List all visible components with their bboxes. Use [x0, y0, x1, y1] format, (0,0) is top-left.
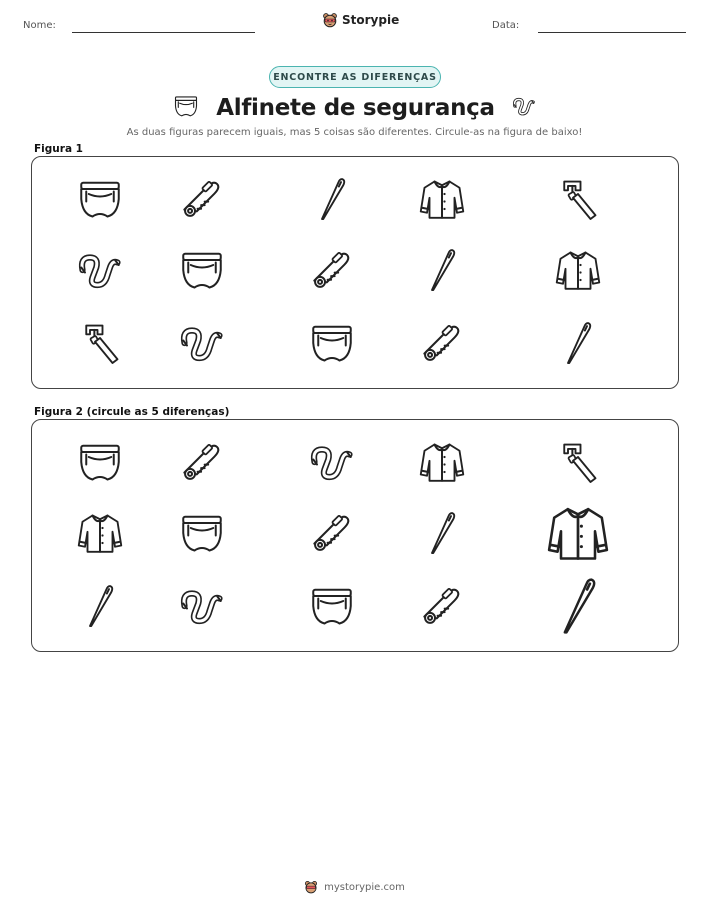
clamp-icon[interactable] — [75, 318, 125, 368]
diaper-icon[interactable] — [177, 245, 227, 295]
footer — [0, 880, 709, 894]
footer-url: mystorypie.com — [324, 881, 405, 893]
diaper-icon[interactable] — [177, 508, 227, 558]
needle-icon[interactable] — [545, 573, 611, 639]
safety-pin-icon[interactable] — [307, 508, 357, 558]
clamp-icon[interactable] — [553, 437, 603, 487]
hook-icon — [511, 93, 537, 123]
safety-pin-icon[interactable] — [177, 174, 227, 224]
brand-name: Storypie — [342, 13, 400, 27]
page-title: Alfinete de segurança — [216, 95, 495, 121]
shirt-icon[interactable] — [417, 174, 467, 224]
title-row — [0, 92, 709, 124]
safety-pin-icon[interactable] — [307, 245, 357, 295]
diaper-icon[interactable] — [307, 581, 357, 631]
storypie-bear-icon — [304, 880, 318, 894]
date-line[interactable] — [538, 32, 686, 33]
date-label: Data: — [492, 20, 520, 31]
brand-logo — [322, 12, 399, 28]
name-label: Nome: — [23, 20, 56, 31]
shirt-icon[interactable] — [553, 245, 603, 295]
activity-badge: ENCONTRE AS DIFERENÇAS — [269, 66, 441, 88]
diaper-icon[interactable] — [75, 437, 125, 487]
shirt-icon[interactable] — [417, 437, 467, 487]
safety-pin-icon[interactable] — [177, 437, 227, 487]
diaper-icon — [172, 92, 200, 124]
safety-pin-icon[interactable] — [417, 581, 467, 631]
hook-icon[interactable] — [75, 245, 125, 295]
name-line[interactable] — [72, 32, 255, 33]
needle-icon[interactable] — [75, 581, 125, 631]
shirt-icon[interactable] — [75, 508, 125, 558]
needle-icon[interactable] — [307, 174, 357, 224]
needle-icon[interactable] — [417, 245, 467, 295]
figure1-panel — [31, 156, 679, 389]
hook-icon[interactable] — [177, 318, 227, 368]
safety-pin-icon[interactable] — [417, 318, 467, 368]
figure2-panel — [31, 419, 679, 652]
instructions: As duas figuras parecem iguais, mas 5 coisas são diferentes. Circule-as na figura de baixo! — [126, 127, 583, 138]
clamp-icon[interactable] — [553, 174, 603, 224]
storypie-bear-icon — [322, 12, 338, 28]
needle-icon[interactable] — [553, 318, 603, 368]
diaper-icon[interactable] — [307, 318, 357, 368]
needle-icon[interactable] — [417, 508, 467, 558]
diaper-icon[interactable] — [75, 174, 125, 224]
shirt-icon[interactable] — [544, 499, 612, 567]
figure2-label: Figura 2 (circule as 5 diferenças) — [34, 406, 230, 418]
figure1-label: Figura 1 — [34, 143, 83, 155]
hook-icon[interactable] — [177, 581, 227, 631]
hook-icon[interactable] — [307, 437, 357, 487]
